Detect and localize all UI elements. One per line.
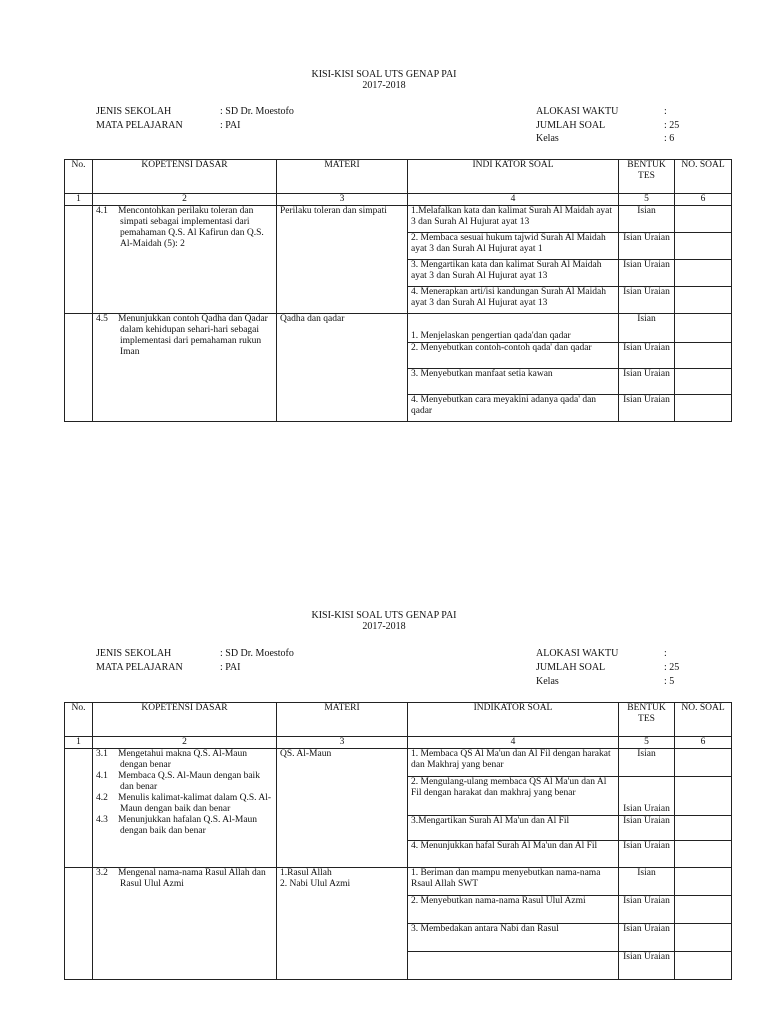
- col-number: 6: [675, 194, 732, 206]
- cell-materi: Perilaku toleran dan simpati: [277, 206, 408, 314]
- header-materi: MATERI: [277, 703, 408, 737]
- cell-indikator: 1. Menjelaskan pengertian qada'dan qadar: [408, 314, 619, 343]
- cell-bentuk-tes: Isian Uraian: [619, 395, 675, 422]
- cell-materi: Qadha dan qadar: [277, 314, 408, 422]
- cell-indikator: 1. Membaca QS Al Ma'un dan Al Fil dengan harakat dan Makhraj yang benar: [408, 749, 619, 777]
- cell-no-soal: [675, 749, 732, 777]
- cell-indikator: 3. Menyebutkan manfaat setia kawan: [408, 369, 619, 395]
- cell-no-soal: [675, 343, 732, 369]
- cell-bentuk-tes: Isian Uraian: [619, 343, 675, 369]
- cell-bentuk-tes: Isian Uraian: [619, 260, 675, 287]
- col-number: 1: [65, 194, 93, 206]
- table-row: [65, 206, 732, 233]
- header-bentuk-tes: BENTUK TES: [619, 703, 675, 737]
- header-bentuk-tes: BENTUK TES: [619, 160, 675, 194]
- col-number: 3: [277, 737, 408, 749]
- cell-bentuk-tes: Isian Uraian: [619, 924, 675, 952]
- info-label: Kelas: [536, 676, 559, 687]
- header-no: No.: [65, 703, 93, 737]
- col-number: 5: [619, 194, 675, 206]
- info-label: JUMLAH SOAL: [536, 120, 606, 131]
- info-value: : 5: [664, 676, 675, 687]
- info-value: : 6: [664, 133, 675, 144]
- cell-no-soal: [675, 314, 732, 343]
- header-no-soal: NO. SOAL: [675, 703, 732, 737]
- info-label: JUMLAH SOAL: [536, 662, 606, 673]
- info-label: MATA PELAJARAN: [96, 662, 183, 673]
- cell-bentuk-tes: Isian: [619, 314, 675, 343]
- col-number: 1: [65, 737, 93, 749]
- cell-no-soal: [675, 924, 732, 952]
- cell-no-soal: [675, 206, 732, 233]
- info-label: JENIS SEKOLAH: [96, 648, 172, 659]
- cell-bentuk-tes: Isian Uraian: [619, 233, 675, 260]
- cell-indikator: 3. Mengartikan kata dan kalimat Surah Al Maidah ayat 3 dan Surah Al Hujurat ayat 13: [408, 260, 619, 287]
- cell-indikator: 4. Menyebutkan cara meyakini adanya qada' dan qadar: [408, 395, 619, 422]
- kisi-kisi-table: [64, 702, 732, 980]
- cell-bentuk-tes: Isian Uraian: [619, 287, 675, 314]
- cell-indikator: [408, 952, 619, 980]
- col-number: 3: [277, 194, 408, 206]
- info-value: :: [664, 106, 667, 117]
- cell-indikator: 2. Menyebutkan nama-nama Rasul Ulul Azmi: [408, 896, 619, 924]
- cell-no: [65, 206, 93, 314]
- cell-no-soal: [675, 952, 732, 980]
- info-label: JENIS SEKOLAH: [96, 106, 172, 117]
- cell-no-soal: [675, 816, 732, 841]
- section-2: [0, 542, 768, 962]
- header-kompetensi-dasar: KOPETENSI DASAR: [93, 160, 277, 194]
- col-number: 5: [619, 737, 675, 749]
- header-indikator-soal: INDI KATOR SOAL: [408, 160, 619, 194]
- section-1: [0, 0, 768, 416]
- info-value: : PAI: [220, 120, 241, 131]
- cell-no-soal: [675, 287, 732, 314]
- cell-bentuk-tes: Isian Uraian: [619, 952, 675, 980]
- info-value: : SD Dr. Moestofo: [220, 106, 294, 117]
- cell-indikator: 2. Mengulang-ulang membaca QS Al Ma'un dan Al Fil dengan harakat dan makhraj yang benar: [408, 777, 619, 816]
- cell-no-soal: [675, 395, 732, 422]
- cell-no-soal: [675, 896, 732, 924]
- cell-bentuk-tes: Isian Uraian: [619, 896, 675, 924]
- cell-no-soal: [675, 369, 732, 395]
- cell-indikator: 4. Menerapkan arti/isi kandungan Surah Al Maidah ayat 3 dan Surah Al Hujurat ayat 13: [408, 287, 619, 314]
- table-row: [65, 868, 732, 896]
- info-value: : 25: [664, 662, 680, 673]
- cell-kompetensi-dasar: 3.2 Mengenal nama-nama Rasul Allah dan Rasul Ulul Azmi: [93, 868, 277, 980]
- cell-indikator: 4. Menunjukkan hafal Surah Al Ma'un dan Al Fil: [408, 841, 619, 868]
- header-kompetensi-dasar: KOPETENSI DASAR: [93, 703, 277, 737]
- info-value: : 25: [664, 120, 680, 131]
- document-year: 2017-2018: [362, 621, 406, 632]
- header-no-soal: NO. SOAL: [675, 160, 732, 194]
- col-number: 4: [408, 737, 619, 749]
- header-no: No.: [65, 160, 93, 194]
- cell-bentuk-tes: Isian: [619, 749, 675, 777]
- cell-indikator: 3.Mengartikan Surah Al Ma'un dan Al Fil: [408, 816, 619, 841]
- cell-indikator: 2. Menyebutkan contoh-contoh qada' dan qadar: [408, 343, 619, 369]
- col-number: 6: [675, 737, 732, 749]
- cell-bentuk-tes: Isian: [619, 868, 675, 896]
- cell-no: [65, 749, 93, 868]
- cell-indikator: 3. Membedakan antara Nabi dan Rasul: [408, 924, 619, 952]
- cell-no: [65, 314, 93, 422]
- cell-kompetensi-dasar: 3.1 Mengetahui makna Q.S. Al-Maun dengan benar 4.1 Membaca Q.S. Al-Maun dengan baik dan benar 4.2 Menulis kalimat-kalimat dalam Q.S. Al-Maun dengan baik dan benar 4.3 Menunjukkan hafalan Q.S. Al-Maun dengan baik dan benar: [93, 749, 277, 868]
- table-row: [65, 749, 732, 777]
- cell-indikator: 1.Melafalkan kata dan kalimat Surah Al Maidah ayat 3 dan Surah Al Hujurat ayat 13: [408, 206, 619, 233]
- cell-kompetensi-dasar: 4.5 Menunjukkan contoh Qadha dan Qadar dalam kehidupan sehari-hari sebagai implementasi dari pemahaman rukun Iman: [93, 314, 277, 422]
- column-number-row: [65, 194, 732, 206]
- col-number: 4: [408, 194, 619, 206]
- info-label: MATA PELAJARAN: [96, 120, 183, 131]
- cell-bentuk-tes: Isian Uraian: [619, 777, 675, 816]
- header-indikator-soal: INDIKATOR SOAL: [408, 703, 619, 737]
- cell-no-soal: [675, 841, 732, 868]
- info-label: ALOKASI WAKTU: [536, 106, 619, 117]
- cell-bentuk-tes: Isian Uraian: [619, 369, 675, 395]
- cell-materi: QS. Al-Maun: [277, 749, 408, 868]
- cell-no-soal: [675, 233, 732, 260]
- header-row: [65, 160, 732, 194]
- info-label: Kelas: [536, 133, 559, 144]
- cell-indikator: 2. Membaca sesuai hukum tajwid Surah Al Maidah ayat 3 dan Surah Al Hujurat ayat 1: [408, 233, 619, 260]
- document-title: KISI-KISI SOAL UTS GENAP PAI: [311, 610, 457, 621]
- header-row: [65, 703, 732, 737]
- info-label: ALOKASI WAKTU: [536, 648, 619, 659]
- cell-bentuk-tes: Isian Uraian: [619, 816, 675, 841]
- info-value: : PAI: [220, 662, 241, 673]
- table-row: [65, 314, 732, 343]
- cell-materi: 1.Rasul Allah 2. Nabi Ulul Azmi: [277, 868, 408, 980]
- column-number-row: [65, 737, 732, 749]
- cell-kompetensi-dasar: 4.1 Mencontohkan perilaku toleran dan simpati sebagai implementasi dari pemahaman Q.S. Al Kafirun dan Q.S. Al-Maidah (5): 2: [93, 206, 277, 314]
- col-number: 2: [93, 737, 277, 749]
- document-title: KISI-KISI SOAL UTS GENAP PAI: [311, 69, 457, 80]
- cell-bentuk-tes: Isian: [619, 206, 675, 233]
- header-materi: MATERI: [277, 160, 408, 194]
- cell-indikator: 1. Beriman dan mampu menyebutkan nama-nama Rsaul Allah SWT: [408, 868, 619, 896]
- cell-no-soal: [675, 777, 732, 816]
- cell-bentuk-tes: Isian Uraian: [619, 841, 675, 868]
- info-value: : SD Dr. Moestofo: [220, 648, 294, 659]
- document-year: 2017-2018: [362, 80, 406, 91]
- kisi-kisi-table: [64, 159, 732, 422]
- info-value: :: [664, 648, 667, 659]
- cell-no-soal: [675, 868, 732, 896]
- cell-no: [65, 868, 93, 980]
- cell-no-soal: [675, 260, 732, 287]
- col-number: 2: [93, 194, 277, 206]
